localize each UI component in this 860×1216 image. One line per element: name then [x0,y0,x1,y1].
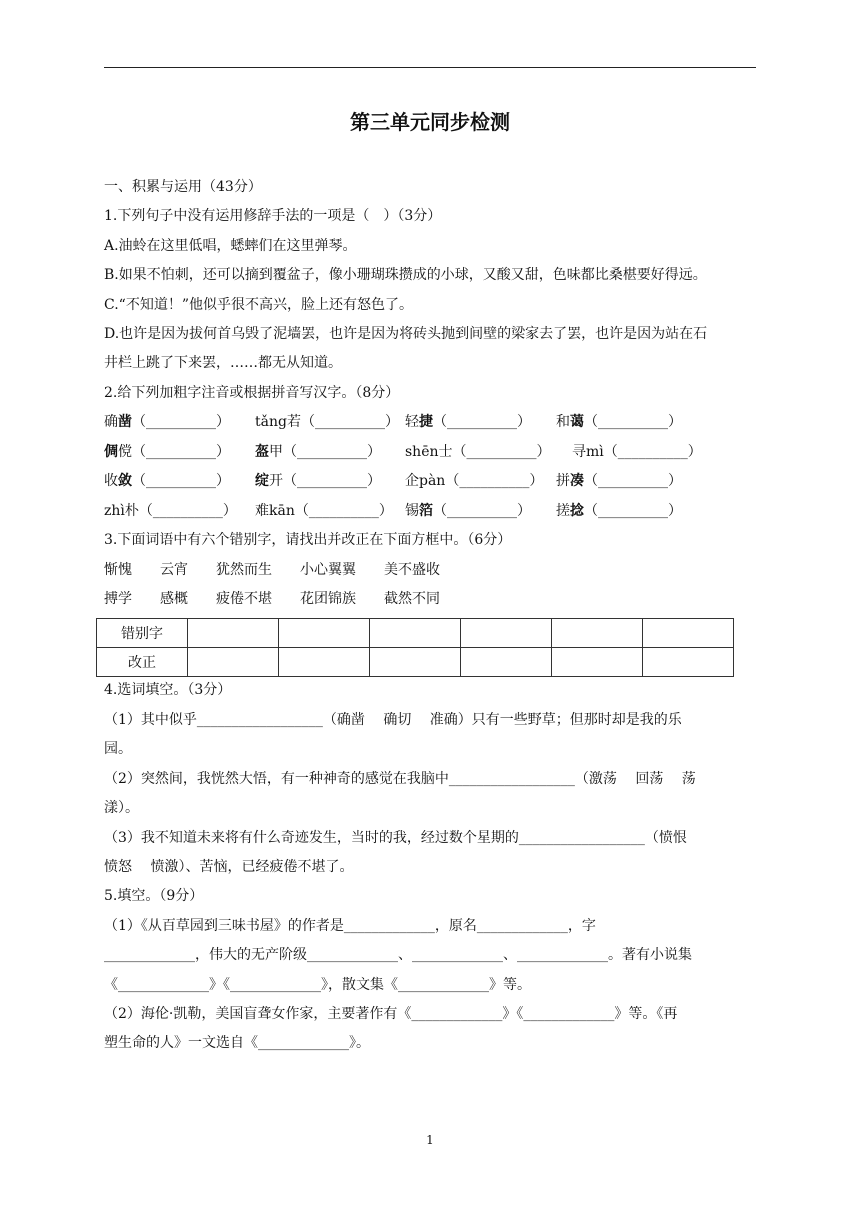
q2-item: zhì朴（__________） [104,503,237,519]
q2-item: 轻捷（__________） [405,414,531,430]
q1-option-b: B.如果不怕刺，还可以摘到覆盆子，像小珊瑚珠攒成的小球，又酸又甜，色味都比桑椹要好得远。 [104,267,707,283]
q2-item: 难kān（__________） [255,503,393,519]
answer-cell[interactable] [461,648,552,677]
q4-line: 愤怒 愤激）、苦恼，已经疲倦不堪了。 [104,859,354,875]
page-number: 1 [426,1133,434,1147]
answer-cell[interactable] [279,648,370,677]
q3-words-row1: 惭愧 云宵 犹然而生 小心翼翼 美不盛收 [104,562,440,578]
answer-cell[interactable] [643,619,734,648]
correction-table [96,618,734,677]
q5-line: （1）《从百草园到三味书屋》的作者是_____________，原名_____________，字 [104,918,596,934]
section-heading: 一、积累与运用（43分） [104,179,262,195]
header-rule [104,67,756,68]
table-row [97,648,734,677]
q5-line: _____________，伟大的无产阶级_____________、_____________、_____________。著有小说集 [104,947,692,963]
q1-option-d-line2: 井栏上跳了下来罢，……都无从知道。 [104,355,342,371]
q3-stem: 3.下面词语中有六个错别字，请找出并改正在下面方框中。（6分） [104,532,512,548]
q2-item: 寻mì（__________） [572,444,702,460]
table-row [97,619,734,648]
answer-cell[interactable] [461,619,552,648]
q4-line: 园。 [104,741,132,757]
q2-item: 收敛（__________） [104,473,230,489]
q2-item: 和蔼（__________） [556,414,682,430]
table-header-cell: 错别字 [97,619,188,648]
q2-item: 搓捻（__________） [556,503,682,519]
page-title: 第三单元同步检测 [350,110,510,134]
q2-item: 拼凑（__________） [556,473,682,489]
q2-item: 绽开（__________） [255,473,381,489]
q2-item: tǎng若（__________） [255,414,399,430]
q5-line: 塑生命的人》一文选自《_____________》。 [104,1035,370,1051]
q2-stem: 2.给下列加粗字注音或根据拼音写汉字。（8分） [104,385,400,401]
q5-stem: 5.填空。（9分） [104,888,204,904]
q5-line: （2）海伦·凯勒，美国盲聋女作家，主要著作有《_____________》《_____________》等。《再 [104,1006,678,1022]
q4-line: （2）突然间，我恍然大悟，有一种神奇的感觉在我脑中__________________（激荡 回荡 荡 [104,771,696,787]
q1-option-c: C.“不知道！”他似乎很不高兴，脸上还有怒色了。 [104,297,413,313]
q2-item: 企pàn（__________） [405,473,544,489]
answer-cell[interactable] [552,648,643,677]
answer-cell[interactable] [188,619,279,648]
q2-item: 盔甲（__________） [255,444,381,460]
q1-stem: 1.下列句子中没有运用修辞手法的一项是（ ）（3分） [104,208,442,224]
q4-line: （1）其中似乎__________________（确凿 确切 准确）只有一些野草；但那时却是我的乐 [104,712,682,728]
q4-line: （3）我不知道未来将有什么奇迹发生，当时的我，经过数个星期的__________________（愤恨 [104,830,687,846]
q2-item: shēn士（__________） [405,444,551,460]
answer-cell[interactable] [552,619,643,648]
answer-cell[interactable] [188,648,279,677]
q1-option-a: A.油蛉在这里低唱，蟋蟀们在这里弹琴。 [104,238,357,254]
answer-cell[interactable] [279,619,370,648]
table-header-cell: 改正 [97,648,188,677]
q5-line: 《_____________》《_____________》，散文集《_____________》等。 [104,977,531,993]
q3-words-row2: 搏学 感概 疲倦不堪 花团锦族 截然不同 [104,591,440,607]
q2-item: 倜傥（__________） [104,444,230,460]
q2-item: 锡箔（__________） [405,503,531,519]
q2-item: 确凿（__________） [104,414,230,430]
q4-stem: 4.选词填空。（3分） [104,682,232,698]
q1-option-d-line1: D.也许是因为拔何首乌毁了泥墙罢，也许是因为将砖头抛到间壁的梁家去了罢，也许是因为站在石 [104,326,708,342]
answer-cell[interactable] [370,648,461,677]
q4-line: 漾）。 [104,800,139,816]
answer-cell[interactable] [370,619,461,648]
answer-cell[interactable] [643,648,734,677]
